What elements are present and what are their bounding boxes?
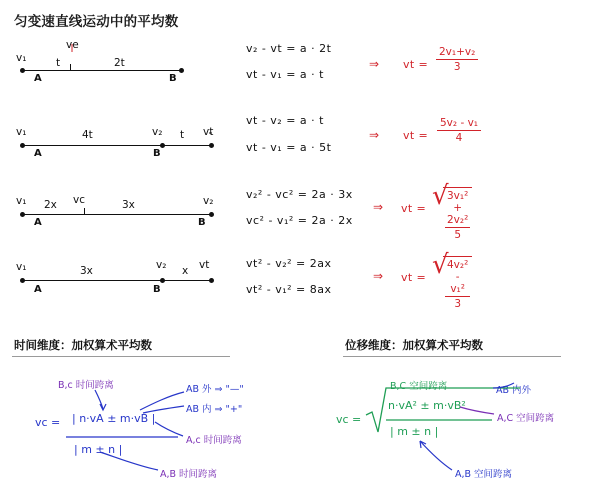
endpoint-dot-c: [209, 143, 214, 148]
row-1-result-fraction: [436, 46, 478, 73]
row-3-right-velocity: v₂: [203, 195, 214, 207]
row-3-endpoint-b: B: [198, 217, 206, 228]
row-1-equation-2: vt - v₁ = a · t: [246, 68, 324, 81]
bl-annotation-4: A,c 时间跨离: [186, 435, 242, 446]
number-line: [22, 70, 182, 71]
radical-sign: √: [432, 181, 449, 211]
row-4-segment-1: 3x: [80, 265, 93, 277]
endpoint-dot-c: [209, 278, 214, 283]
row-3-result-numerator: 3v₁² + 2v₂²: [447, 190, 469, 226]
fraction-bar: [437, 130, 481, 131]
row-4-endpoint-b: B: [153, 284, 161, 295]
bottom-left-heading: 时间维度：加权算术平均数: [14, 340, 152, 352]
row-3-segment-1: 2x: [44, 199, 57, 211]
row-3-arrow: ⇒: [373, 200, 384, 214]
row-2-equation-1: vt - v₂ = a · t: [246, 114, 324, 127]
row-4-result-denominator: 3: [454, 298, 461, 310]
bl-annotation-3: AB 内 ⇒ "+": [186, 404, 243, 415]
row-2-result-fraction: [437, 117, 481, 144]
bottom-right-rule: [343, 356, 561, 357]
row-1-endpoint-b: B: [169, 73, 177, 84]
row-2-result-denominator: 4: [455, 132, 463, 145]
fraction-bar: [436, 59, 478, 60]
endpoint-dot-b: [179, 68, 184, 73]
br-annotation-2: AB 内外: [496, 385, 532, 396]
endpoint-dot-b: [160, 143, 165, 148]
row-1-equation-1: v₂ - vt = a · 2t: [246, 42, 332, 55]
br-formula-label: vc =: [336, 413, 362, 426]
bl-formula-label: vc =: [35, 416, 61, 429]
row-3-mid-velocity: vc: [73, 194, 85, 206]
row-1-segment-1: t: [56, 57, 61, 69]
row-4-segment-2: x: [182, 265, 189, 277]
row-4-mid-velocity: v₂: [156, 259, 167, 271]
row-2-segment-2: t: [180, 129, 185, 141]
br-annotation-3: A,C 空间跨离: [497, 413, 555, 424]
row-3-result-label: vt =: [401, 202, 427, 215]
divider-tick: [84, 208, 85, 215]
br-denominator: | m ± n |: [390, 425, 439, 438]
number-line: [22, 145, 212, 146]
row-2-left-velocity: v₁: [16, 126, 27, 138]
row-4-left-velocity: v₁: [16, 261, 27, 273]
row-2-right-velocity: vt: [203, 126, 214, 138]
endpoint-dot-a: [20, 212, 25, 217]
fraction-bar: [445, 227, 470, 228]
br-annotation-4: A,B 空间跨离: [455, 469, 513, 480]
row-3-equation-2: vc² - v₁² = 2a · 2x: [246, 214, 353, 227]
row-4-equation-1: vt² - v₂² = 2ax: [246, 257, 332, 270]
bl-annotation-2: AB 外 ⇒ "—": [186, 384, 244, 395]
row-1-arrow: ⇒: [369, 57, 380, 71]
page-title: 匀变速直线运动中的平均数: [14, 14, 179, 29]
number-line: [22, 280, 212, 281]
row-4-result-numerator: 4v₂² - v₁²: [447, 259, 469, 295]
row-4-equation-2: vt² - v₁² = 8ax: [246, 283, 332, 296]
row-1-segment-2: 2t: [114, 57, 125, 69]
br-annotation-1: B,C 空间跨离: [390, 381, 448, 392]
divider-tick: [70, 64, 71, 71]
row-4-endpoint-a: A: [34, 284, 42, 295]
endpoint-dot-a: [20, 143, 25, 148]
br-numerator: n·vA² ± m·vB²: [388, 399, 466, 412]
row-2-segment-1: 4t: [82, 129, 93, 141]
bottom-left-rule: [12, 356, 230, 357]
row-2-arrow: ⇒: [369, 128, 380, 142]
endpoint-dot-b: [209, 212, 214, 217]
row-4-arrow: ⇒: [373, 269, 384, 283]
row-2-result-label: vt =: [403, 129, 429, 142]
radical-body: [443, 187, 472, 241]
endpoint-dot-a: [20, 278, 25, 283]
row-2-mid-velocity: v₂: [152, 126, 163, 138]
row-3-equation-1: v₂² - vc² = 2a · 3x: [246, 188, 353, 201]
endpoint-dot-b: [160, 278, 165, 283]
row-1-result-numerator: 2v₁+v₂: [439, 46, 476, 58]
row-1-result-denominator: 3: [453, 61, 461, 74]
bottom-right-heading: 位移维度：加权算术平均数: [345, 340, 483, 352]
row-4-result-label: vt =: [401, 271, 427, 284]
row-1-left-velocity: v₁: [16, 52, 27, 64]
row-2-endpoint-b: B: [153, 148, 161, 159]
row-2-result-numerator: 5v₂ - v₁: [440, 117, 478, 129]
row-3-left-velocity: v₁: [16, 195, 27, 207]
bl-numerator: | n·vA ± m·vB |: [72, 412, 156, 425]
radical-body: [443, 256, 472, 310]
number-line: [22, 214, 212, 215]
row-2-equation-2: vt - v₁ = a · 5t: [246, 141, 332, 154]
endpoint-dot-a: [20, 68, 25, 73]
row-3-result-denominator: 5: [454, 229, 461, 241]
radical-sign: √: [432, 250, 449, 280]
row-3-segment-2: 3x: [122, 199, 135, 211]
fraction-bar: [445, 296, 470, 297]
bl-annotation-1: B,c 时间跨离: [58, 380, 114, 391]
row-1-mid-velocity: ve: [66, 39, 79, 51]
row-2-endpoint-a: A: [34, 148, 42, 159]
row-1-endpoint-a: A: [34, 73, 42, 84]
row-3-endpoint-a: A: [34, 217, 42, 228]
bl-annotation-5: A,B 时间跨离: [160, 469, 218, 480]
bl-denominator: | m ± n |: [74, 443, 123, 456]
row-1-result-label: vt =: [403, 58, 429, 71]
row-4-right-velocity: vt: [199, 259, 210, 271]
